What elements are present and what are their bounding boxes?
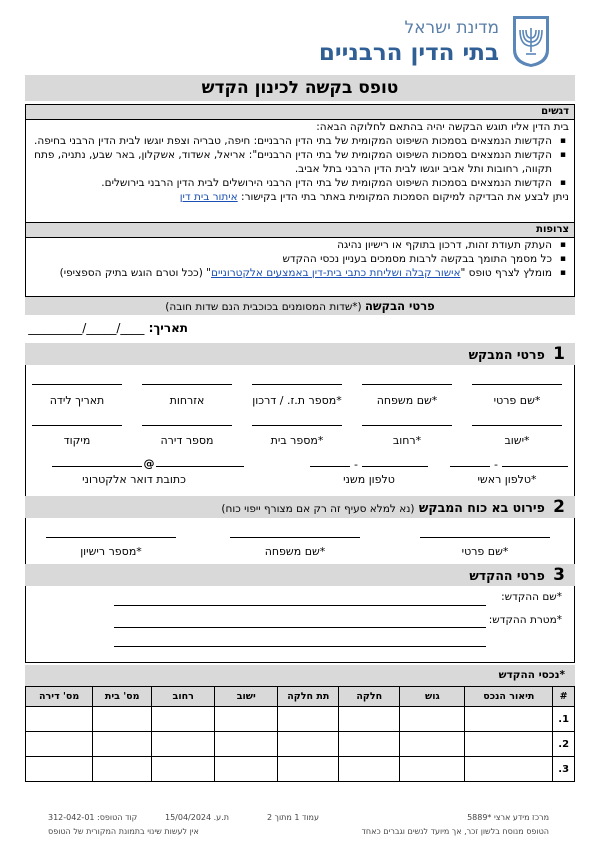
table-cell[interactable] <box>278 707 339 732</box>
main-phone-number-input[interactable] <box>502 466 568 467</box>
date-blank[interactable]: ____/_____/_________ <box>28 321 145 335</box>
assets-table <box>25 686 575 782</box>
locate-court-text: ניתן לבצע את הבדיקה למיקום הסמכות המקומית באתר בתי הדין בקישור: <box>237 191 569 203</box>
table-cell[interactable] <box>93 757 152 782</box>
emphasis-heading: דגשים <box>26 105 574 120</box>
footer-form-code: קוד הטופס: 312-042-01 <box>48 813 138 822</box>
city-label: *ישוב <box>504 434 530 447</box>
house-number-label: *מספר בית <box>270 434 324 447</box>
emphasis-list <box>26 134 574 190</box>
required-fields-note: (*שדות המסומנים בכוכבית הנם שדות חובה) <box>165 301 362 313</box>
list-item: ▪ הקדשות הנמצאים בסמכות השיפוט המקומית של בתי הדין הרבניים: חיפה, טבריה וצפת יוגשו לבית הדין הרבני בחיפה. <box>32 134 552 148</box>
first-name-label: *שם פרטי <box>493 394 541 407</box>
section2-title: פירוט בא כוח המבקש <box>418 500 545 515</box>
date-label: תאריך: <box>148 321 188 335</box>
footer-info-center: מרכז מידע ארצי *5889 <box>467 813 549 822</box>
table-header-row <box>26 687 575 707</box>
list-item: ▪ כל מסמך התומך בבקשה לרבות מסמכים בעניין נכסי ההקדש <box>32 252 552 266</box>
secondary-phone-prefix-input[interactable] <box>310 466 350 467</box>
column-header: תת חלקה <box>278 687 339 707</box>
section1-number: 1 <box>553 344 565 364</box>
e-docs-form-link[interactable]: אישור קבלה ושליחת כתבי בית-דין באמצעים אלקטרוניים <box>211 267 461 279</box>
table-cell[interactable] <box>339 757 400 782</box>
table-cell[interactable] <box>215 732 278 757</box>
city-input[interactable] <box>472 425 562 426</box>
street-input[interactable] <box>362 425 452 426</box>
table-cell[interactable] <box>400 707 465 732</box>
zipcode-label: מיקוד <box>63 434 91 447</box>
request-details-title: פרטי הבקשה <box>365 299 435 313</box>
table-cell[interactable] <box>400 757 465 782</box>
table-cell[interactable] <box>152 757 215 782</box>
locate-court-link[interactable]: איתור בית דין <box>179 191 238 203</box>
section1-frame: *שם פרטי *שם משפחה *מספר ת.ז. / דרכון אזרחות תאריך לידה *ישוב *רחוב *מספר בית מספר דירה מיקוד - - @ *טלפון ראשי טלפון משני כתובת דואר אלקטרוני <box>25 365 575 497</box>
attorney-license-label: *מספר רישיון <box>80 545 142 558</box>
last-name-label: *שם משפחה <box>376 394 438 407</box>
table-cell[interactable] <box>152 732 215 757</box>
section2-frame <box>25 518 575 565</box>
citizenship-label: אזרחות <box>169 394 205 407</box>
secondary-phone-label: טלפון משני <box>343 473 395 486</box>
birthdate-label: תאריך לידה <box>49 394 105 407</box>
list-item: ▪ הקדשות הנמצאים בסמכות השיפוט המקומית של בתי הדין הרבניים": אריאל, אשדוד, אשקלון, באר שבע, נתניה, פתח תקווה, רחובות ותל אביב יוגשו לבית הדין הרבני בתל אביב. <box>32 148 552 176</box>
column-header: מס' דירה <box>26 687 93 707</box>
attorney-license-input[interactable] <box>46 537 176 538</box>
secondary-phone-number-input[interactable] <box>362 466 428 467</box>
column-header: מס' בית <box>93 687 152 707</box>
table-cell[interactable] <box>278 732 339 757</box>
state-name: מדינת ישראל <box>404 18 499 38</box>
endowment-purpose-input-line2[interactable] <box>114 646 486 647</box>
apartment-label: מספר דירה <box>160 434 214 447</box>
table-cell[interactable] <box>215 707 278 732</box>
section3-frame <box>25 586 575 663</box>
row-number: 3. <box>553 757 575 782</box>
table-cell[interactable] <box>278 757 339 782</box>
section2-bar <box>25 496 575 518</box>
last-name-input[interactable] <box>362 384 452 385</box>
table-cell[interactable] <box>339 732 400 757</box>
footer-no-change-note: אין לעשות שינוי בתמונת המקורית של הטופס <box>48 827 199 836</box>
first-name-input[interactable] <box>472 384 562 385</box>
request-details-bar <box>25 297 575 315</box>
email-label: כתובת דואר אלקטרוני <box>82 473 186 486</box>
table-cell[interactable] <box>215 757 278 782</box>
table-cell[interactable] <box>152 707 215 732</box>
email-domain-input[interactable] <box>156 466 244 467</box>
list-item: ▪ הקדשות הנמצאים בסמכות השיפוט המקומית של בתי הדין הרבני הירושלים לבית הדין הרבני בירושלים. <box>32 176 552 190</box>
at-sign: @ <box>143 457 155 470</box>
main-phone-label: *טלפון ראשי <box>477 473 537 486</box>
section1-bar <box>25 343 575 365</box>
endowment-purpose-label: *מטרת ההקדש: <box>488 614 562 626</box>
section3-title: פרטי ההקדש <box>469 568 545 583</box>
row-number: 2. <box>553 732 575 757</box>
row-number: 1. <box>553 707 575 732</box>
state-emblem-icon <box>511 14 551 68</box>
column-header: חלקה <box>339 687 400 707</box>
footer-date: ת.ע. 15/04/2024 <box>164 813 229 822</box>
table-row <box>26 707 575 732</box>
court-name: בתי הדין הרבניים <box>318 40 499 66</box>
section2-number: 2 <box>553 497 565 517</box>
column-header: ישוב <box>215 687 278 707</box>
email-user-input[interactable] <box>52 466 142 467</box>
list-item: ▪ העתק תעודת זהות, דרכון בתוקף או רישיון נהיגה <box>32 238 552 252</box>
column-header: רחוב <box>152 687 215 707</box>
table-row <box>26 732 575 757</box>
footer-gender-note: הטופס מנוסח בלשון זכר, אך מיועד לנשים וגברים כאחד <box>361 827 549 836</box>
house-number-input[interactable] <box>252 425 342 426</box>
attachments-list <box>26 238 574 280</box>
endowment-purpose-input-line1[interactable] <box>114 627 486 628</box>
zipcode-input[interactable] <box>32 425 122 426</box>
apartment-input[interactable] <box>142 425 232 426</box>
form-title: טופס בקשה לכינון הקדש <box>25 75 575 101</box>
table-cell[interactable] <box>465 707 553 732</box>
list-item: ▪ מומלץ לצרף טופס "אישור קבלה ושליחת כתבי בית-דין באמצעים אלקטרוניים" (ככל וטרם הוגש בתיק הספציפי) <box>32 266 552 280</box>
emphasis-intro: בית הדין אליו תוגש הבקשה יהיה בהתאם לחלוקה הבאה: <box>316 121 569 133</box>
assets-title: *נכסי ההקדש <box>25 665 575 686</box>
table-cell[interactable] <box>26 707 93 732</box>
attorney-last-name-input[interactable] <box>230 537 360 538</box>
attachments-box <box>25 222 575 297</box>
citizenship-input[interactable] <box>142 384 232 385</box>
attorney-first-name-input[interactable] <box>420 537 550 538</box>
table-cell[interactable] <box>465 732 553 757</box>
table-cell[interactable] <box>400 732 465 757</box>
endowment-name-input[interactable] <box>114 605 486 606</box>
id-passport-label: *מספר ת.ז. / דרכון <box>252 394 342 407</box>
column-header: גוש <box>400 687 465 707</box>
birthdate-input[interactable] <box>32 384 122 385</box>
page-header <box>31 14 551 72</box>
column-header: # <box>553 687 575 707</box>
section2-subtitle: (נא למלא סעיף זה רק אם מצורף ייפוי כוח) <box>221 503 415 515</box>
table-cell[interactable] <box>93 732 152 757</box>
street-label: *רחוב <box>392 434 422 447</box>
section3-number: 3 <box>553 565 565 585</box>
table-cell[interactable] <box>26 757 93 782</box>
id-passport-input[interactable] <box>252 384 342 385</box>
table-cell[interactable] <box>26 732 93 757</box>
main-phone-prefix-input[interactable] <box>450 466 490 467</box>
endowment-name-label: *שם ההקדש: <box>501 591 562 603</box>
footer-page-number: עמוד 1 מתוך 2 <box>267 813 319 822</box>
table-row <box>26 757 575 782</box>
attorney-last-name-label: *שם משפחה <box>264 545 326 558</box>
section1-title: פרטי המבקש <box>468 347 545 362</box>
table-cell[interactable] <box>93 707 152 732</box>
table-cell[interactable] <box>339 707 400 732</box>
date-field[interactable] <box>28 321 188 335</box>
emphasis-box <box>25 104 575 224</box>
column-header: תיאור הנכס <box>465 687 553 707</box>
locate-court-note <box>26 190 574 204</box>
table-cell[interactable] <box>465 757 553 782</box>
section3-bar <box>25 564 575 586</box>
attachments-heading: צרופות <box>26 222 574 238</box>
attorney-first-name-label: *שם פרטי <box>461 545 509 558</box>
